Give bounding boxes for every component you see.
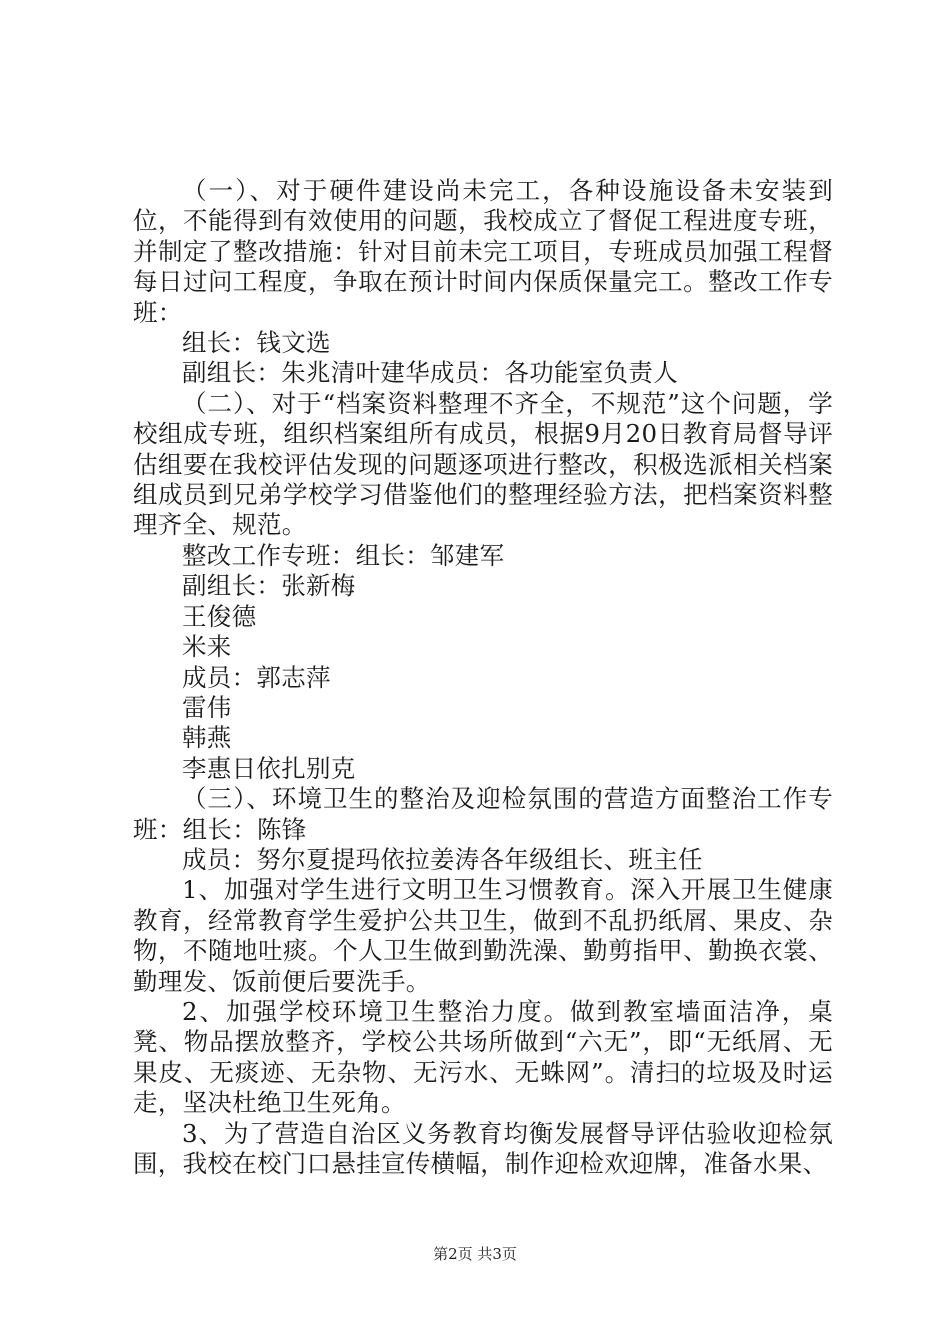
- paragraph-item-3: 3、为了营造自治区义务教育均衡发展督导评估验收迎检氛围，我校在校门口悬挂宣传横幅，制作迎检欢迎牌，准备水果、: [133, 1118, 833, 1178]
- page-footer: [0, 1244, 950, 1264]
- paragraph-member-han: 韩燕: [182, 723, 232, 753]
- paragraph-item-1: 1、加强对学生进行文明卫生习惯教育。深入开展卫生健康教育，经常教育学生爱护公共卫生，做到不乱扔纸屑、果皮、杂物，不随地吐痰。个人卫生做到勤洗澡、勤剪指甲、勤换衣裳、勤理发、饭前便后要洗手。: [133, 875, 833, 996]
- paragraph-member-wang: 王俊德: [182, 601, 257, 631]
- paragraph-deputy-1: 副组长：朱兆清叶建华成员：各功能室负责人: [182, 358, 678, 388]
- paragraph-section-1: （一）、对于硬件建设尚未完工，各种设施设备未安装到位，不能得到有效使用的问题，我校成立了督促工程进度专班，并制定了整改措施：针对目前未完工项目，专班成员加强工程督每日过问工程度，争取在预计时间内保质保量完工。整改工作专班：: [133, 176, 833, 327]
- paragraph-section-2: （二）、对于“档案资料整理不齐全，不规范”这个问题，学校组成专班，组织档案组所有成员，根据9月20日教育局督导评估组要在我校评估发现的问题逐项进行整改，积极选派相关档案组成员到兄弟学校学习借鉴他们的整理经验方法，把档案资料整理齐全、规范。: [133, 388, 833, 540]
- paragraph-section-3: （三）、环境卫生的整治及迎检氛围的营造方面整治工作专班：组长：陈锋: [133, 784, 833, 844]
- paragraph-leader-1: 组长：钱文选: [182, 328, 331, 358]
- paragraph-member-mi: 米来: [182, 632, 232, 662]
- paragraph-member-li: 李惠日依扎别克: [182, 753, 356, 783]
- paragraph-deputy-2: 副组长：张新梅: [182, 571, 356, 601]
- document-body: [133, 176, 833, 1179]
- paragraph-member-lei: 雷伟: [182, 692, 232, 722]
- paragraph-item-2: 2、加强学校环境卫生整治力度。做到教室墙面洁净，桌凳、物品摆放整齐，学校公共场所做到“六无”，即“无纸屑、无果皮、无痰迹、无杂物、无污水、无蛛网”。清扫的垃圾及时运走，坚决杜绝卫生死角。: [133, 996, 833, 1118]
- page-number-label: 第2页 共3页: [433, 1245, 517, 1263]
- paragraph-team-2: 整改工作专班：组长：邹建军: [182, 540, 505, 570]
- paragraph-members-2: 成员：郭志萍: [182, 662, 331, 692]
- paragraph-members-3: 成员：努尔夏提玛依拉姜涛各年级组长、班主任: [182, 844, 703, 874]
